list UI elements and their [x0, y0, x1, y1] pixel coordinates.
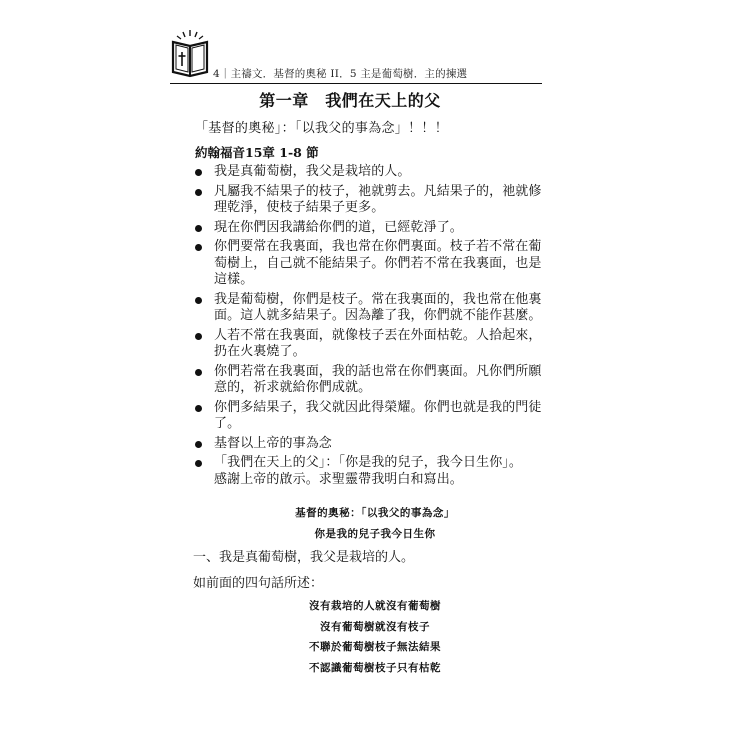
list-item-line: 扔在火裏燒了。	[214, 344, 306, 359]
intro-text: 如前面的四句話所述：	[193, 576, 324, 591]
list-item-line: 萄樹上，自己就不能結果子。你們若不常在我裏面，也是	[214, 255, 542, 271]
verse-line: 沒有葡萄樹就沒有枝子	[320, 621, 430, 633]
list-item	[193, 400, 553, 433]
bullet-dot-icon	[195, 333, 202, 340]
list-item	[193, 184, 553, 217]
list-item-line: 你們多結果子，我父就因此得榮耀。你們也就是我的門徒	[214, 399, 542, 415]
bullet-dot-icon	[195, 405, 202, 412]
bullet-dot-icon	[195, 169, 202, 176]
list-item-line: 我是真葡萄樹，我父是栽培的人。	[214, 164, 411, 179]
bullet-dot-icon	[195, 369, 202, 376]
list-item	[193, 164, 553, 181]
chapter-title: 第一章 我們在天上的父	[259, 91, 441, 110]
list-item	[193, 220, 553, 237]
verse-line: 不認識葡萄樹枝子只有枯乾	[309, 662, 441, 674]
verse-line: 不聯於葡萄樹枝子無法結果	[309, 641, 441, 653]
list-item-line: 「我們在天上的父」：「你是我的兒子，我今日生你」。	[214, 455, 523, 470]
motto-line: 「基督的奧秘」：「以我父的事為念」！！！	[195, 121, 449, 136]
emphasis-line: 基督的奧秘：「以我父的事為念」	[295, 507, 455, 519]
list-item-line: 人若不常在我裏面，就像枝子丟在外面枯乾。人拾起來，	[214, 327, 542, 343]
list-item	[193, 292, 553, 325]
list-item-line: 凡屬我不結果子的枝子，祂就剪去。凡結果子的，祂就修	[214, 183, 542, 199]
list-item-line: 面。這人就多結果子。因為離了我，你們就不能作甚麼。	[214, 308, 542, 323]
list-item-line: 感謝上帝的啟示。求聖靈帶我明白和寫出。	[214, 471, 463, 487]
bullet-dot-icon	[195, 225, 202, 232]
verse-line: 沒有栽培的人就沒有葡萄樹	[309, 600, 441, 612]
list-item-line: 基督以上帝的事為念	[214, 435, 332, 451]
list-item-line: 理乾淨，使枝子結果子更多。	[214, 200, 385, 215]
bullet-dot-icon	[195, 244, 202, 251]
running-header	[170, 28, 542, 86]
list-item	[193, 455, 553, 488]
open-bible-icon	[170, 28, 210, 78]
header-divider	[170, 83, 542, 84]
list-item	[193, 239, 553, 289]
list-item	[193, 364, 553, 397]
bullet-dot-icon	[195, 441, 202, 448]
list-item-line: 我是葡萄樹，你們是枝子。常在我裏面的，我也常在他裏	[214, 291, 542, 307]
bullet-dot-icon	[195, 189, 202, 196]
list-item-line: 你們若常在我裏面，我的話也常在你們裏面。凡你們所願	[214, 363, 542, 379]
list-item-line: 了。	[214, 416, 241, 431]
scripture-reference: 約翰福音15章 1-8 節	[195, 145, 319, 160]
list-item	[193, 328, 553, 361]
list-item-line: 這樣。	[214, 272, 254, 287]
bullet-dot-icon	[195, 297, 202, 304]
emphasis-line: 你是我的兒子我今日生你	[314, 528, 436, 540]
list-item-line: 現在你們因我講給你們的道，已經乾淨了。	[214, 219, 463, 235]
running-title: 4｜主禱文．基督的奧秘 II．5 主是葡萄樹．主的揀選	[213, 68, 468, 80]
list-item-line: 你們要常在我裏面，我也常在你們裏面。枝子若不常在葡	[214, 239, 542, 254]
list-item-line: 意的，祈求就給你們成就。	[214, 380, 372, 395]
list-item	[193, 436, 553, 453]
bullet-dot-icon	[195, 460, 202, 467]
scripture-bullet-list	[193, 164, 553, 491]
section-heading: 一、我是真葡萄樹，我父是栽培的人。	[193, 550, 415, 565]
